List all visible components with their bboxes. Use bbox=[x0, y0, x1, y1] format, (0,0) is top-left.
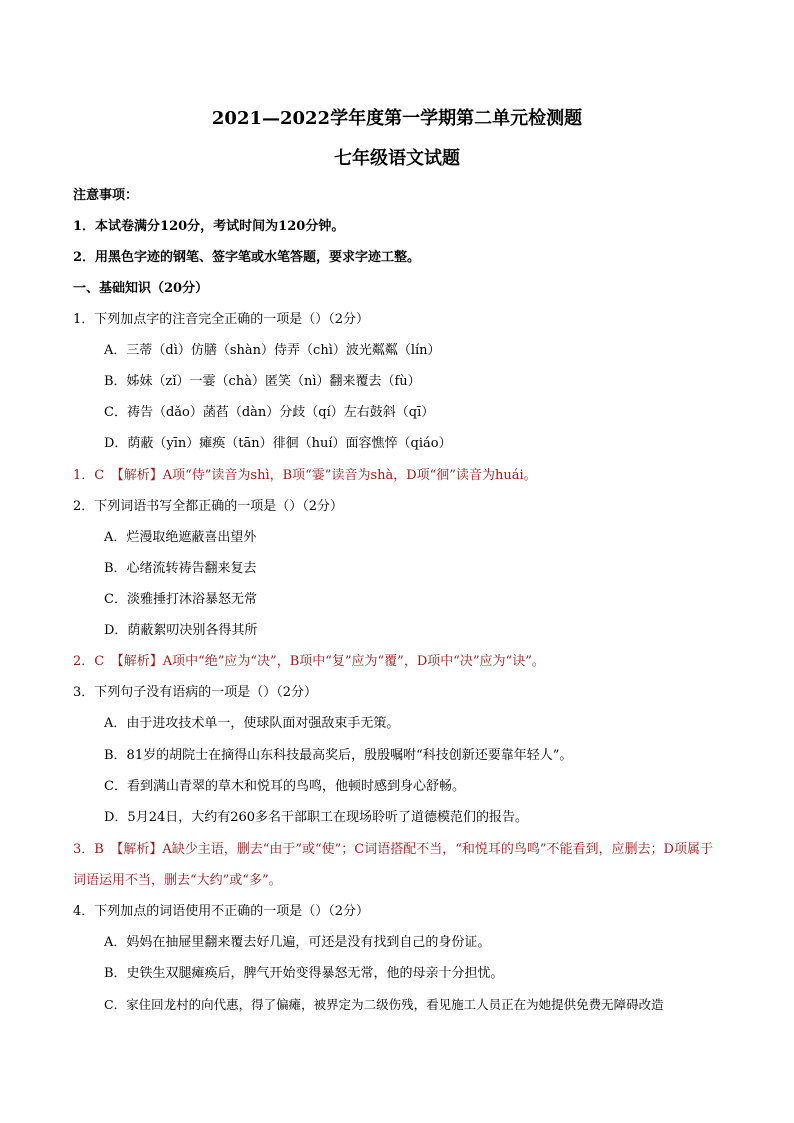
question-option: C．祷告（dǎo）菡萏（dàn）分歧（qí）左右鼓斜（qī） bbox=[104, 405, 435, 420]
question-option: B．81岁的胡院士在摘得山东科技最高奖后，殷殷嘱咐“科技创新还要靠年轻人”。 bbox=[104, 748, 573, 763]
question-option: B．姊妹（zǐ）一霎（chà）匿笑（nì）翻来覆去（fù） bbox=[104, 374, 421, 389]
question-option: D．荫蔽絮叨决别各得其所 bbox=[104, 623, 258, 638]
question-option: A．三蒂（dì）仿膳（shàn）侍弄（chì）波光粼粼（lín） bbox=[104, 343, 441, 358]
answer-explanation: 3．B 【解析】A缺少主语，删去“由于”或“使”；C词语搭配不当，“和悦耳的鸟鸣”不能看到，应删去；D项属于词语运用不当，删去“大约”或“多”。 bbox=[73, 842, 713, 888]
question-stem: 3．下列句子没有语病的一项是（）（2分） bbox=[73, 685, 318, 700]
exam-title: 2021—2022学年度第一学期第二单元检测题 bbox=[211, 108, 583, 129]
note-item: 2．用黑色字迹的钢笔、签字笔或水笔答题，要求字迹工整。 bbox=[73, 250, 421, 265]
note-item: 1．本试卷满分120分，考试时间为120分钟。 bbox=[73, 219, 345, 234]
question-stem: 4．下列加点的词语使用不正确的一项是（）（2分） bbox=[73, 904, 370, 919]
question-option: D．荫蔽（yīn）瘫痪（tān）徘徊（huí）面容憔悴（qiáo） bbox=[104, 436, 452, 451]
question-option: C．淡雅捶打沐浴暴怒无常 bbox=[104, 592, 257, 607]
question-option: A．烂漫取绝遮蔽喜出望外 bbox=[104, 530, 257, 545]
question-option: D．5月24日，大约有260多名干部职工在现场聆听了道德模范们的报告。 bbox=[104, 810, 529, 825]
notes-heading: 注意事项： bbox=[73, 188, 139, 203]
question-option: A．由于进攻技术单一，使球队面对强敌束手无策。 bbox=[104, 716, 400, 731]
question-stem: 1．下列加点字的注音完全正确的一项是（）（2分） bbox=[73, 312, 370, 327]
question-option: B．心绪流转祷告翻来复去 bbox=[104, 561, 257, 576]
question-stem: 2．下列词语书写全都正确的一项是（）（2分） bbox=[73, 499, 344, 514]
exam-subtitle: 七年级语文试题 bbox=[334, 148, 460, 169]
answer-explanation: 2．C 【解析】A项中“绝”应为“决”，B项中“复”应为“覆”，D项中“决”应为“诀”。 bbox=[73, 654, 545, 669]
question-option: A．妈妈在抽屉里翻来覆去好几遍，可还是没有找到自己的身份证。 bbox=[104, 935, 491, 950]
question-option: C．看到满山青翠的草木和悦耳的鸟鸣，他顿时感到身心舒畅。 bbox=[104, 779, 465, 794]
section-heading: 一、基础知识（20分） bbox=[73, 281, 209, 296]
answer-explanation: 1．C 【解析】A项“侍”读音为shì，B项“霎”读音为shà，D项“徊”读音为huái。 bbox=[73, 468, 537, 483]
question-option: C．家住回龙村的向代惠，得了偏瘫，被界定为二级伤残，看见施工人员正在为她提供免费无障碍改造 bbox=[104, 997, 664, 1012]
question-option: B．史铁生双腿瘫痪后，脾气开始变得暴怒无常，他的母亲十分担忧。 bbox=[104, 966, 504, 981]
